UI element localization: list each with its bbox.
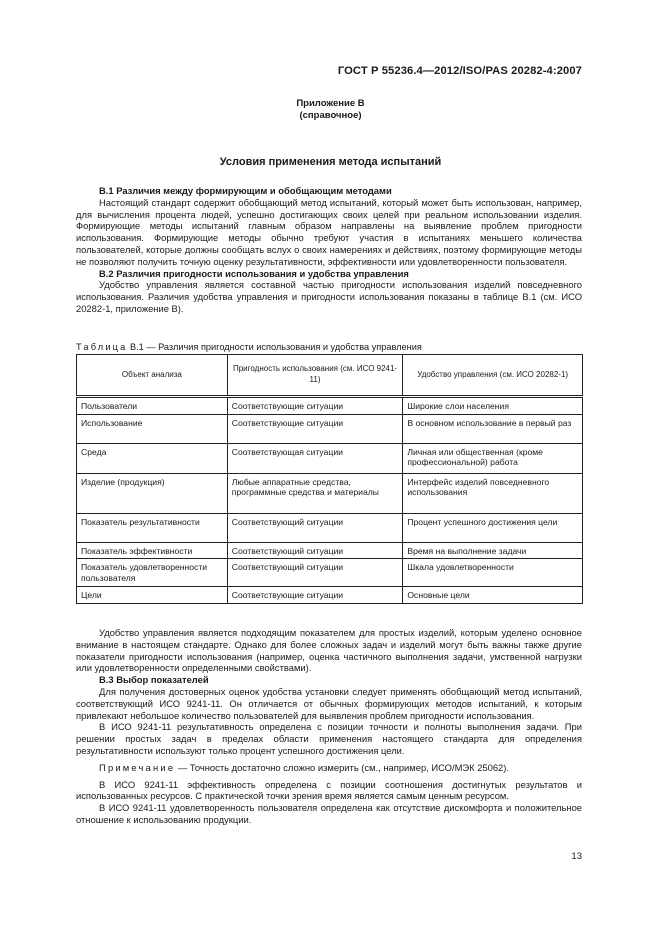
table-row <box>77 414 583 443</box>
table-cell: Показатель удовлетворенности пользователя <box>77 559 228 587</box>
standard-code: ГОСТ Р 55236.4—2012/ISO/PAS 20282-4:2007 <box>337 65 582 77</box>
table-cell: Изделие (продукция) <box>77 473 228 513</box>
note-text: — Точность достаточно сложно измерить (см., например, ИСО/МЭК 25062). <box>175 761 509 773</box>
table-row <box>77 513 583 542</box>
b2-paragraph: Удобство управления является составной частью пригодности использования изделий повседневного использования. Различия удобства управления и пригодности использования показаны в таблице В.1 (см. ИСО 20282-1, приложение В). <box>76 279 582 314</box>
table-cell: Соответствующие ситуации <box>227 397 403 415</box>
table-cell: Соответствующие ситуации <box>227 414 403 443</box>
note-label: Примечание <box>99 761 176 773</box>
comparison-table <box>76 354 583 604</box>
appendix-title: Приложение В <box>296 98 365 109</box>
appendix-heading <box>0 98 661 122</box>
table-cell: Соответствующие ситуации <box>227 587 403 604</box>
table-cell: Соответствующий ситуации <box>227 513 403 542</box>
b1-heading: В.1 Различия между формирующим и обобщающим методами <box>99 185 392 196</box>
table-cell: Показатель эффективности <box>77 542 228 559</box>
table-caption <box>76 342 422 352</box>
table-cell: Соответствующий ситуации <box>227 559 403 587</box>
section-b3 <box>76 627 582 826</box>
table-cell: Основные цели <box>403 587 583 604</box>
table-caption-text: В.1 — Различия пригодности использования и удобства управления <box>127 342 422 352</box>
b2-heading: В.2 Различия пригодности использования и удобства управления <box>99 267 409 279</box>
table-cell: Личная или общественная (кроме профессиональной) работа <box>403 443 583 473</box>
b1-paragraph: Настоящий стандарт содержит обобщающий метод испытаний, который может быть использован, например, для вычисления процента людей, успешно достигающих своих целей при реальном использовании изделия. Формирующие методы испытаний главным образом направлены на выявление проблем пригодности использования. Формирующие методы обычно требуют участия в испытаниях меньшего количества пользователей, которые должны сообщать вслух о своих намерениях и действиях, поэтому формирующие методы не позволяют получить точную оценку результативности, эффективности или удовлетворенности пользователя. <box>76 196 582 267</box>
b3-note <box>76 762 582 774</box>
b3-paragraph-2: В ИСО 9241-11 результативность определена с позиции точности и полноты выполнения задачи. При решении простых задач в пределах области применения настоящего стандарта для определения результативности используют только процент успешного достижения цели. <box>76 721 582 756</box>
table-header-cell: Объект анализа <box>77 355 228 397</box>
page-number: 13 <box>571 851 582 862</box>
table-header-cell: Пригодность использования (см. ИСО 9241-11) <box>227 355 403 397</box>
table-cell: Пользователи <box>77 397 228 415</box>
table-cell: Широкие слои населения <box>403 397 583 415</box>
table-caption-label: Таблица <box>76 342 128 352</box>
b3-heading: В.3 Выбор показателей <box>99 674 209 686</box>
table-header-cell: Удобство управления (см. ИСО 20282-1) <box>403 355 583 397</box>
table-cell: Процент успешного достижения цели <box>403 513 583 542</box>
table-row <box>77 443 583 473</box>
table-row <box>77 397 583 415</box>
section-title: Условия применения метода испытаний <box>219 156 442 168</box>
table-cell: Шкала удовлетворенности <box>403 559 583 587</box>
table-row <box>77 473 583 513</box>
appendix-subtitle: (справочное) <box>299 110 362 121</box>
table-cell: Использование <box>77 414 228 443</box>
table-cell: Интерфейс изделий повседневного использования <box>403 473 583 513</box>
table-cell: Соответствующий ситуации <box>227 542 403 559</box>
table-cell: Время на выполнение задачи <box>403 542 583 559</box>
b3-paragraph-3: В ИСО 9241-11 эффективность определена с позиции соотношения достигнутых результатов и использованных ресурсов. С практической точки зрения время является самым ценным ресурсом. <box>76 778 582 802</box>
table-cell: Среда <box>77 443 228 473</box>
table-cell: Цели <box>77 587 228 604</box>
table-cell: Любые аппаратные средства, программные средства и материалы <box>227 473 403 513</box>
table-row <box>77 542 583 559</box>
after-table-paragraph: Удобство управления является подходящим показателем для простых изделий, которым уделено основное внимание в настоящем стандарте. Однако для более сложных задач и изделий могут быть важны также другие показатели пригодности использования (например, оценка частичного выполнения задачи, умственной нагрузки или удовлетворенности определенными свойствами). <box>76 627 582 674</box>
b3-paragraph-4: В ИСО 9241-11 удовлетворенность пользователя определена как отсутствие дискомфорта и положительное отношение к использованию продукции. <box>76 802 582 825</box>
table-row <box>77 559 583 587</box>
table-row <box>77 587 583 604</box>
section-b1-b2 <box>76 185 582 315</box>
table-cell: Соответствующая ситуации <box>227 443 403 473</box>
table-header-row <box>77 355 583 397</box>
table-cell: В основном использование в первый раз <box>403 414 583 443</box>
table-cell: Показатель результативности <box>77 513 228 542</box>
b3-paragraph-1: Для получения достоверных оценок удобства установки следует применять обобщающий метод испытаний, соответствующий ИСО 9241-11. Он отличается от обычных формирующих методов испытаний, к которым привлекают небольшое количество пользователей для выявления проблем пригодности использования. <box>76 685 582 721</box>
